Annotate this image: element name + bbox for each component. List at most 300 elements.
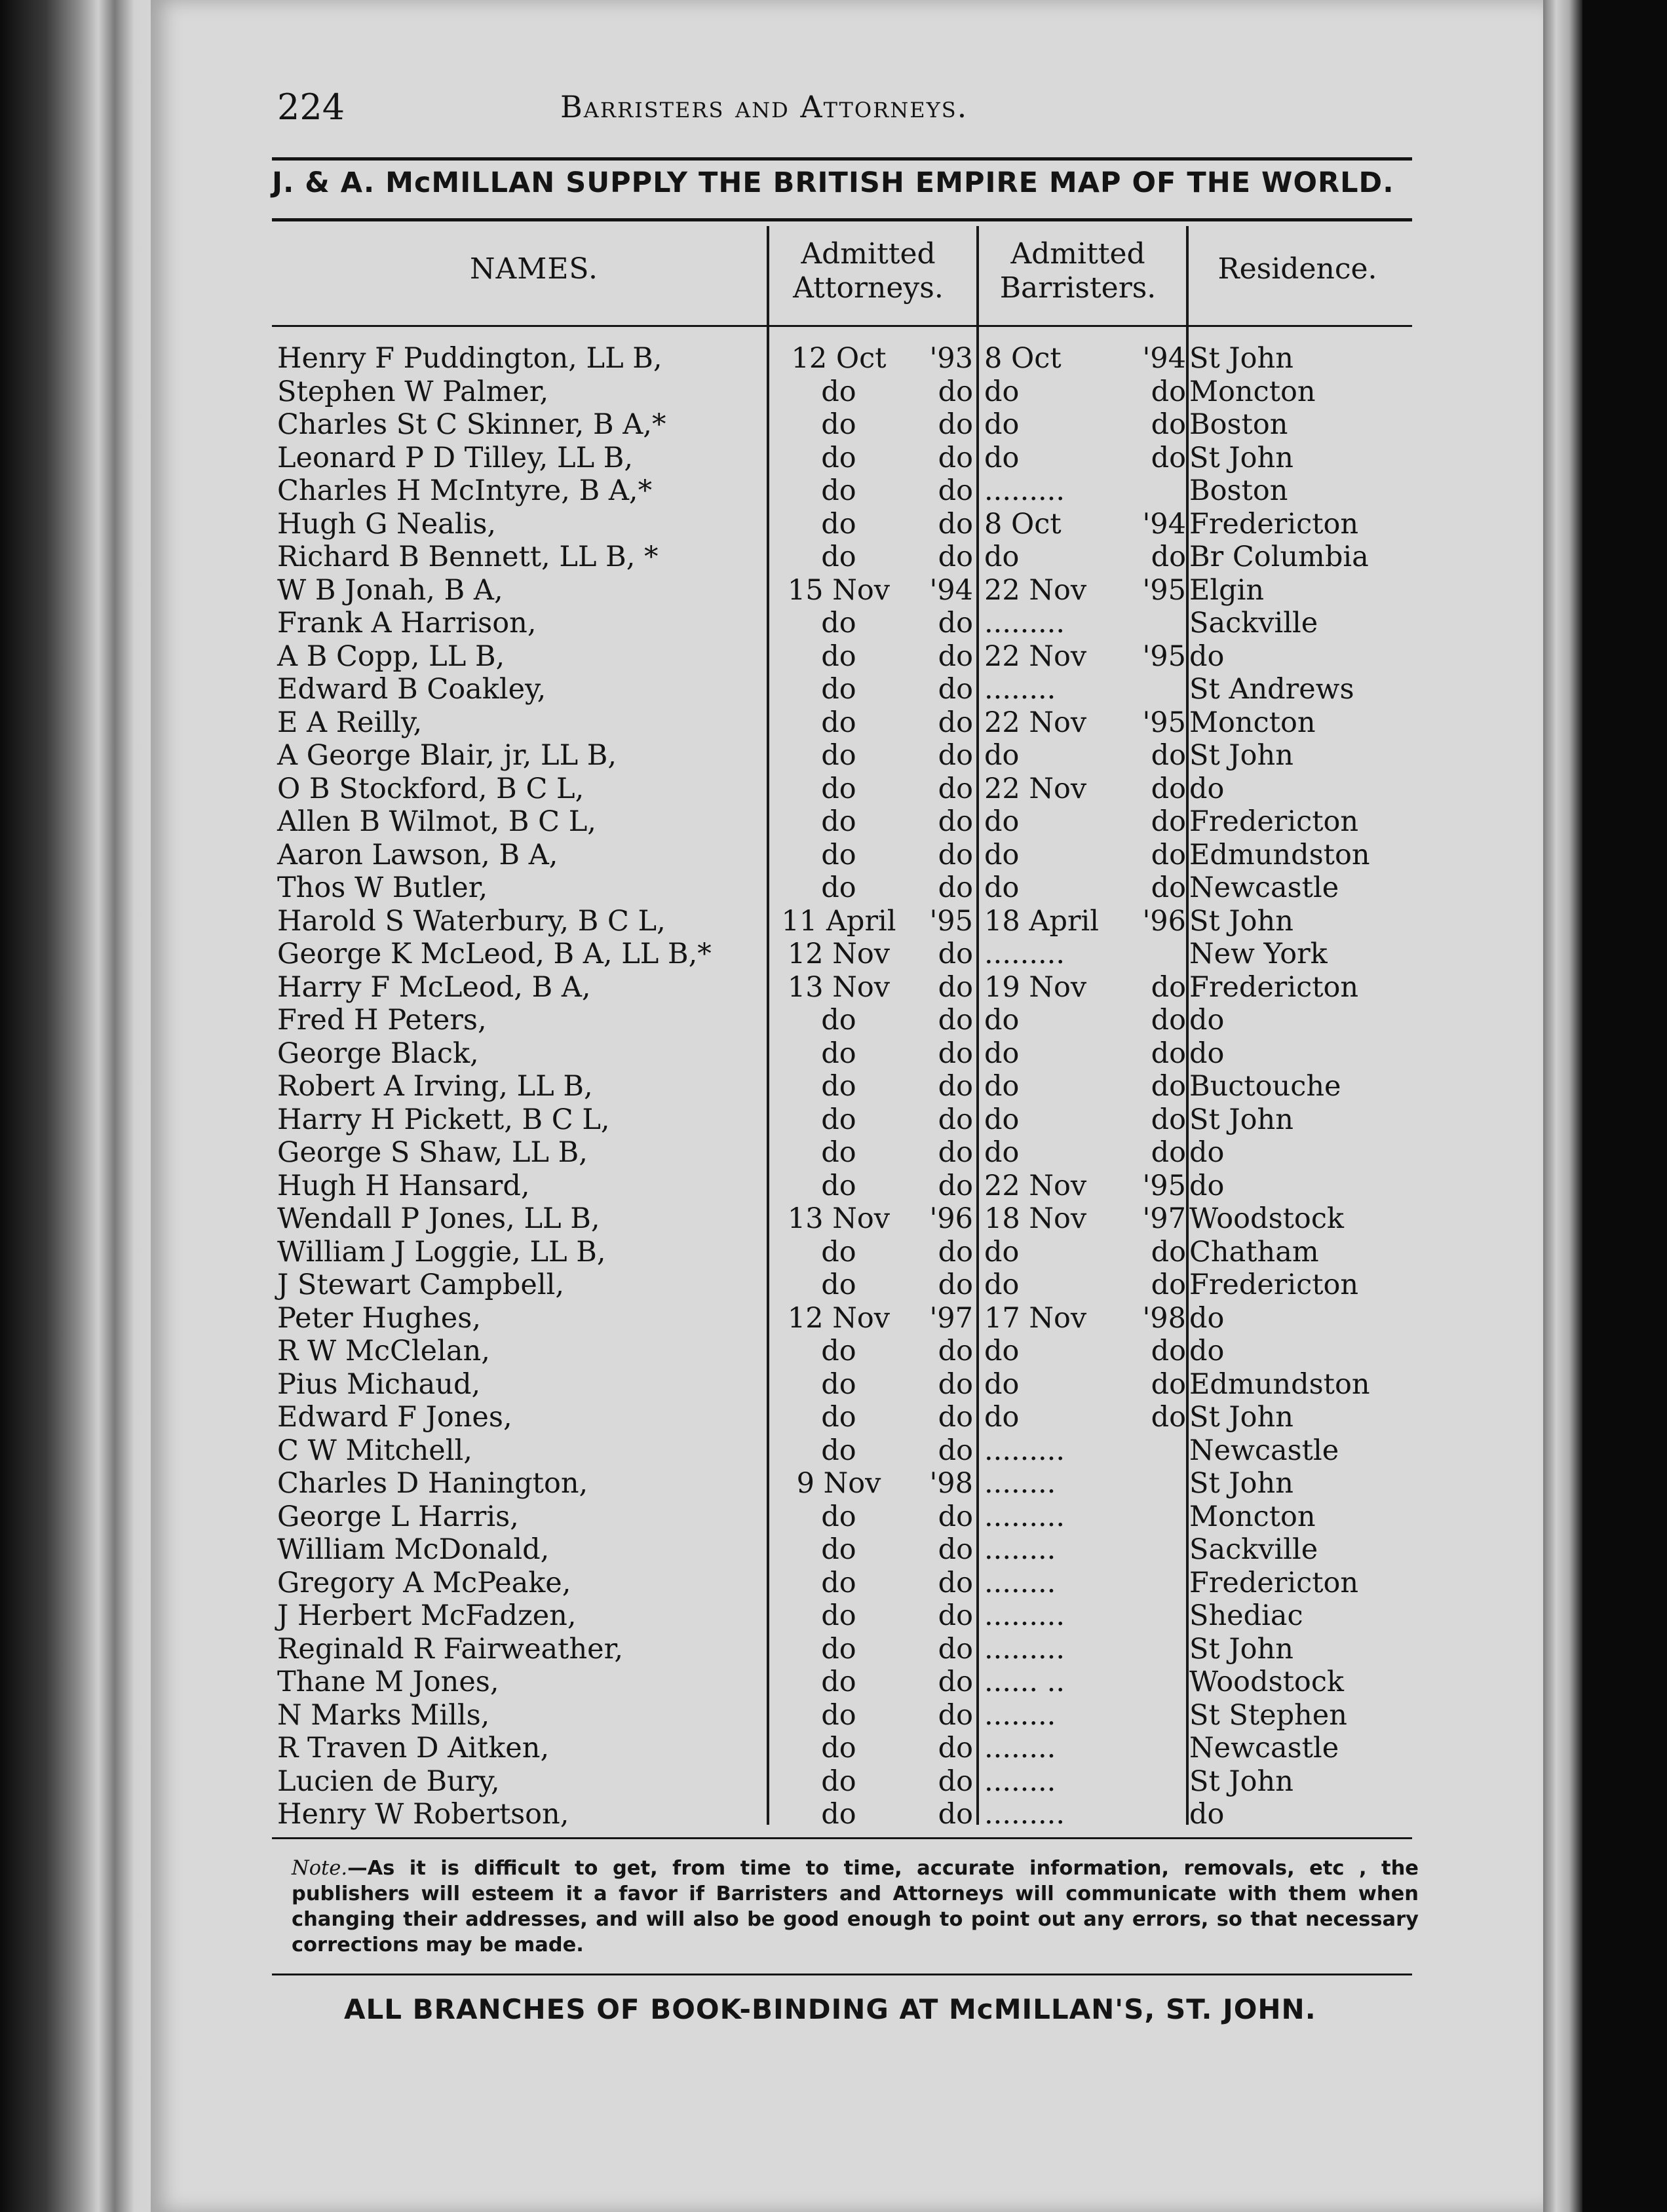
residence: do [1189,1335,1225,1367]
residence: Fredericton [1189,805,1359,838]
admitted-attorney-date: do [821,1103,856,1136]
admitted-barrister-date: do [984,1004,1020,1037]
column-header-rule [272,325,1412,327]
admitted-attorney-year: do [938,938,973,970]
admitted-attorney-year: '97 [929,1301,973,1335]
residence: Elgin [1189,573,1265,607]
admitted-attorney-year: do [938,1500,973,1533]
residence: Br Columbia [1189,541,1369,573]
table-row [272,971,1412,1004]
residence: do [1189,1136,1225,1169]
table-row [272,1202,1412,1236]
entry-name: Reginald R Fairweather, [277,1632,624,1666]
admitted-barrister-date: ......... [984,474,1065,507]
table-row [272,805,1412,839]
residence: Boston [1189,474,1288,507]
admitted-attorney-year: do [938,607,973,639]
admitted-attorney-year: do [938,375,973,408]
table-row [272,574,1412,607]
table-row [272,938,1412,971]
entry-name: Henry W Robertson, [277,1798,569,1831]
admitted-barrister-date: ......... [984,1500,1065,1533]
residence: St John [1189,1467,1293,1500]
admitted-barrister-year: do [1151,739,1186,772]
entry-name: Pius Michaud, [277,1367,481,1401]
entry-name: William J Loggie, LL B, [277,1235,606,1268]
admitted-barrister-date: do [984,375,1020,408]
admitted-attorney-date: do [821,706,856,739]
admitted-attorney-year: '96 [929,1202,973,1235]
residence: Chatham [1189,1235,1319,1268]
entry-name: Edward B Coakley, [277,673,546,706]
admitted-attorney-date: do [821,541,856,573]
table-row [272,474,1412,508]
table-row [272,1236,1412,1269]
admitted-barrister-date: do [984,408,1020,441]
admitted-attorney-year: do [938,838,973,871]
admitted-barrister-date: 8 Oct [984,342,1062,375]
admitted-attorney-date: do [821,474,856,507]
admitted-barrister-date: ........ [984,1533,1056,1566]
entry-name: George K McLeod, B A, LL B,* [277,938,712,970]
admitted-attorney-year: do [938,1434,973,1467]
column-header-line: Attorneys. [793,271,944,305]
admitted-attorney-date: do [821,1136,856,1169]
admitted-barrister-year: do [1151,1367,1186,1401]
entry-name: Thos W Butler, [277,871,488,904]
table-row [272,871,1412,905]
table-row [272,1798,1412,1831]
admitted-attorney-date: 12 Oct [791,342,887,375]
admitted-barrister-date: ........ [984,1764,1056,1798]
residence: St John [1189,739,1293,772]
admitted-barrister-year: do [1151,970,1186,1004]
admitted-attorney-date: do [821,772,856,805]
admitted-barrister-date: ........ [984,1732,1056,1764]
admitted-barrister-date: 22 Nov [984,1169,1087,1202]
entry-name: Aaron Lawson, B A, [277,838,558,871]
column-header-admitted-attorneys [770,237,967,305]
admitted-attorney-year: do [938,1136,973,1169]
table-row [272,375,1412,409]
entry-name: J Herbert McFadzen, [277,1599,577,1632]
admitted-attorney-date: do [821,1169,856,1202]
entry-name: Henry F Puddington, LL B, [277,342,662,375]
admitted-attorney-year: do [938,1599,973,1632]
table-row [272,739,1412,772]
table-row [272,640,1412,674]
admitted-attorney-year: do [938,1235,973,1268]
admitted-barrister-year: do [1151,1070,1186,1103]
table-row [272,1401,1412,1434]
admitted-barrister-year: '94 [1142,507,1186,541]
table-row [272,541,1412,574]
residence: St John [1189,342,1293,375]
residence: Buctouche [1189,1070,1341,1103]
admitted-barrister-year: do [1151,1268,1186,1301]
admitted-barrister-date: 22 Nov [984,706,1087,739]
entry-name: Stephen W Palmer, [277,375,549,408]
table-row [272,1368,1412,1402]
entry-name: Allen B Wilmot, B C L, [277,805,596,838]
admitted-attorney-date: do [821,1566,856,1599]
entry-name: N Marks Mills, [277,1698,490,1732]
admitted-barrister-date: 22 Nov [984,639,1087,673]
table-row [272,1268,1412,1302]
admitted-barrister-date: ......... [984,938,1065,970]
admitted-attorney-date: do [821,871,856,904]
residence: St John [1189,441,1293,474]
residence: St Andrews [1189,673,1354,706]
admitted-attorney-year: do [938,673,973,706]
admitted-attorney-date: do [821,1367,856,1401]
residence: St John [1189,1764,1293,1798]
admitted-barrister-date: 8 Oct [984,507,1062,541]
entry-name: R W McClelan, [277,1335,490,1367]
table-row [272,1666,1412,1699]
admitted-barrister-year: '98 [1142,1301,1186,1335]
admitted-attorney-year: do [938,1004,973,1037]
table-row [272,772,1412,806]
table-row [272,1467,1412,1500]
table-row [272,1500,1412,1534]
note-rule [272,1974,1412,1975]
admitted-barrister-date: do [984,739,1020,772]
admitted-barrister-year: '97 [1142,1202,1186,1235]
page-number: 224 [277,86,345,128]
admitted-barrister-date: 19 Nov [984,970,1087,1004]
admitted-attorney-date: do [821,1732,856,1764]
admitted-attorney-year: do [938,441,973,474]
advert-rule [272,218,1412,221]
admitted-barrister-year: do [1151,805,1186,838]
admitted-barrister-year: do [1151,441,1186,474]
table-row [272,1765,1412,1799]
admitted-barrister-date: 18 April [984,904,1100,938]
admitted-attorney-year: '98 [929,1467,973,1500]
table-row [272,408,1412,442]
admitted-attorney-year: '94 [929,573,973,607]
admitted-attorney-date: 13 Nov [787,970,891,1004]
admitted-attorney-year: do [938,541,973,573]
admitted-attorney-date: do [821,1037,856,1070]
admitted-barrister-date: ........ [984,1698,1056,1732]
residence: St John [1189,1103,1293,1136]
admitted-attorney-date: do [821,673,856,706]
table-row [272,1302,1412,1335]
admitted-attorney-year: do [938,1103,973,1136]
advert-bottom: ALL BRANCHES OF BOOK-BINDING AT McMILLAN'S, ST. JOHN. [344,1993,1316,2025]
admitted-barrister-year: do [1151,772,1186,805]
table-row [272,1732,1412,1765]
note-label: Note. [292,1857,348,1880]
admitted-attorney-year: do [938,1732,973,1764]
admitted-attorney-year: do [938,1169,973,1202]
barristers-table [272,342,1412,1831]
admitted-barrister-date: 22 Nov [984,772,1087,805]
residence: Moncton [1189,1500,1316,1533]
admitted-attorney-date: do [821,375,856,408]
admitted-attorney-date: do [821,1335,856,1367]
residence: do [1189,1169,1225,1202]
admitted-attorney-year: do [938,639,973,673]
admitted-attorney-date: do [821,607,856,639]
residence: Sackville [1189,1533,1318,1566]
admitted-attorney-year: do [938,1698,973,1732]
residence: Shediac [1189,1599,1303,1632]
entry-name: J Stewart Campbell, [277,1268,565,1301]
column-header-line: Admitted [1010,237,1145,271]
residence: St Stephen [1189,1698,1347,1732]
table-bottom-rule [272,1837,1412,1839]
residence: Newcastle [1189,1434,1339,1467]
admitted-barrister-year: '95 [1142,639,1186,673]
admitted-attorney-year: do [938,1566,973,1599]
admitted-attorney-year: do [938,1666,973,1698]
admitted-barrister-date: 18 Nov [984,1202,1087,1235]
entry-name: Hugh G Nealis, [277,507,497,541]
residence: Moncton [1189,375,1316,408]
entry-name: George Black, [277,1037,479,1070]
admitted-barrister-year: '96 [1142,904,1186,938]
admitted-attorney-year: do [938,1632,973,1666]
admitted-barrister-date: do [984,838,1020,871]
admitted-attorney-year: do [938,871,973,904]
running-title: Barristers and Attorneys. [560,89,968,124]
admitted-barrister-date: ........ [984,1467,1056,1500]
residence: do [1189,1037,1225,1070]
admitted-attorney-date: 12 Nov [787,1301,891,1335]
admitted-barrister-year: do [1151,375,1186,408]
admitted-barrister-year: '95 [1142,706,1186,739]
page-content [272,0,1419,2212]
admitted-attorney-year: do [938,1367,973,1401]
admitted-attorney-year: do [938,474,973,507]
entry-name: William McDonald, [277,1533,550,1566]
entry-name: George S Shaw, LL B, [277,1136,588,1169]
admitted-barrister-date: 22 Nov [984,573,1087,607]
admitted-attorney-date: 11 April [781,904,896,938]
admitted-attorney-year: do [938,805,973,838]
table-row [272,1567,1412,1600]
residence: Boston [1189,408,1288,441]
admitted-barrister-year: do [1151,1335,1186,1367]
admitted-barrister-date: 17 Nov [984,1301,1087,1335]
admitted-barrister-date: ......... [984,1599,1065,1632]
admitted-attorney-date: do [821,1798,856,1831]
page-edge [1543,0,1582,2212]
residence: Sackville [1189,607,1318,639]
entry-name: Lucien de Bury, [277,1764,500,1798]
admitted-barrister-date: ......... [984,607,1065,639]
entry-name: C W Mitchell, [277,1434,472,1467]
admitted-barrister-date: do [984,1136,1020,1169]
table-row [272,839,1412,872]
table-row [272,1070,1412,1103]
admitted-attorney-date: do [821,1268,856,1301]
admitted-barrister-year: do [1151,838,1186,871]
residence: Newcastle [1189,1732,1339,1764]
admitted-barrister-date: do [984,541,1020,573]
table-row [272,1335,1412,1368]
entry-name: Harry H Pickett, B C L, [277,1103,610,1136]
admitted-barrister-date: do [984,1235,1020,1268]
residence: New York [1189,938,1328,970]
entry-name: W B Jonah, B A, [277,573,503,607]
residence: Fredericton [1189,1566,1359,1599]
admitted-barrister-date: do [984,1401,1020,1434]
admitted-barrister-year: do [1151,408,1186,441]
table-row [272,1699,1412,1732]
entry-name: R Traven D Aitken, [277,1732,550,1764]
entry-name: O B Stockford, B C L, [277,772,584,805]
table-row [272,1004,1412,1037]
entry-name: A George Blair, jr, LL B, [277,739,617,772]
admitted-attorney-date: do [821,805,856,838]
entry-name: Robert A Irving, LL B, [277,1070,593,1103]
admitted-attorney-date: do [821,1004,856,1037]
admitted-attorney-date: 15 Nov [787,573,891,607]
residence: Newcastle [1189,871,1339,904]
admitted-attorney-year: do [938,1268,973,1301]
entry-name: Charles H McIntyre, B A,* [277,474,653,507]
entry-name: Charles St C Skinner, B A,* [277,408,666,441]
entry-name: Peter Hughes, [277,1301,481,1335]
running-head [272,86,1412,139]
table-row [272,1136,1412,1170]
residence: St John [1189,1632,1293,1666]
admitted-attorney-year: do [938,1037,973,1070]
entry-name: Fred H Peters, [277,1004,487,1037]
admitted-barrister-date: ......... [984,1434,1065,1467]
admitted-attorney-year: do [938,706,973,739]
admitted-attorney-date: do [821,1500,856,1533]
admitted-barrister-year: do [1151,1037,1186,1070]
admitted-attorney-year: do [938,507,973,541]
admitted-attorney-date: do [821,1666,856,1698]
admitted-attorney-year: do [938,408,973,441]
admitted-barrister-date: do [984,805,1020,838]
admitted-barrister-year: do [1151,1103,1186,1136]
column-header-residence: Residence. [1217,252,1377,286]
header-rule [272,157,1412,161]
entry-name: Wendall P Jones, LL B, [277,1202,600,1235]
entry-name: Frank A Harrison, [277,607,537,639]
admitted-attorney-year: '95 [929,904,973,938]
admitted-attorney-year: do [938,1070,973,1103]
table-row [272,508,1412,541]
admitted-barrister-year: do [1151,541,1186,573]
entry-name: A B Copp, LL B, [277,639,505,673]
entry-name: Hugh H Hansard, [277,1169,530,1202]
admitted-barrister-date: do [984,1268,1020,1301]
admitted-barrister-year: '94 [1142,342,1186,375]
residence: St John [1189,1401,1293,1434]
residence: Fredericton [1189,970,1359,1004]
entry-name: Harry F McLeod, B A, [277,970,591,1004]
admitted-barrister-date: ......... [984,1632,1065,1666]
admitted-attorney-year: do [938,1335,973,1367]
admitted-attorney-year: do [938,1764,973,1798]
admitted-attorney-date: do [821,1070,856,1103]
entry-name: Thane M Jones, [277,1666,499,1698]
admitted-barrister-date: do [984,1335,1020,1367]
table-row [272,1599,1412,1633]
entry-name: Leonard P D Tilley, LL B, [277,441,634,474]
admitted-attorney-date: do [821,408,856,441]
column-header-admitted-barristers [980,237,1176,305]
residence: Fredericton [1189,1268,1359,1301]
admitted-attorney-date: do [821,1401,856,1434]
residence: Edmundston [1189,1367,1370,1401]
admitted-barrister-year: '95 [1142,1169,1186,1202]
admitted-attorney-date: do [821,1632,856,1666]
admitted-attorney-year: do [938,1798,973,1831]
admitted-attorney-date: do [821,1533,856,1566]
column-header-names: NAMES. [469,252,598,286]
table-row [272,607,1412,640]
residence: Fredericton [1189,507,1359,541]
residence: do [1189,1301,1225,1335]
column-header-line: Admitted [801,237,936,271]
residence: do [1189,1798,1225,1831]
admitted-attorney-date: do [821,639,856,673]
advert-top: J. & A. McMILLAN SUPPLY THE BRITISH EMPIRE MAP OF THE WORLD. [272,166,1394,199]
entry-name: Harold S Waterbury, B C L, [277,904,666,938]
admitted-barrister-year: do [1151,1004,1186,1037]
admitted-attorney-year: do [938,772,973,805]
entry-name: Gregory A McPeake, [277,1566,571,1599]
residence: Woodstock [1189,1666,1344,1698]
entry-name: Edward F Jones, [277,1401,512,1434]
table-row [272,1170,1412,1203]
admitted-barrister-date: ........ [984,673,1056,706]
entry-name: George L Harris, [277,1500,519,1533]
admitted-attorney-year: do [938,1401,973,1434]
residence: do [1189,1004,1225,1037]
table-row [272,1533,1412,1567]
admitted-barrister-date: do [984,1367,1020,1401]
admitted-attorney-date: do [821,507,856,541]
admitted-barrister-date: ......... [984,1798,1065,1831]
admitted-attorney-year: '93 [929,342,973,375]
admitted-barrister-date: do [984,441,1020,474]
residence: Edmundston [1189,838,1370,871]
admitted-attorney-year: do [938,739,973,772]
entry-name: E A Reilly, [277,706,423,739]
book-spine [0,0,164,2212]
admitted-attorney-date: 9 Nov [796,1467,881,1500]
entry-name: Charles D Hanington, [277,1467,588,1500]
admitted-barrister-year: do [1151,871,1186,904]
admitted-attorney-date: do [821,441,856,474]
admitted-barrister-date: ...... .. [984,1666,1065,1698]
table-row [272,442,1412,475]
admitted-attorney-date: 12 Nov [787,938,891,970]
admitted-attorney-date: do [821,1599,856,1632]
note-paragraph [292,1856,1419,1958]
admitted-attorney-date: do [821,1434,856,1467]
admitted-attorney-date: do [821,1698,856,1732]
table-row [272,905,1412,938]
admitted-barrister-date: do [984,1103,1020,1136]
admitted-attorney-year: do [938,1533,973,1566]
admitted-attorney-date: do [821,1235,856,1268]
table-row [272,342,1412,375]
admitted-barrister-date: do [984,1070,1020,1103]
admitted-barrister-date: do [984,1037,1020,1070]
residence: do [1189,639,1225,673]
